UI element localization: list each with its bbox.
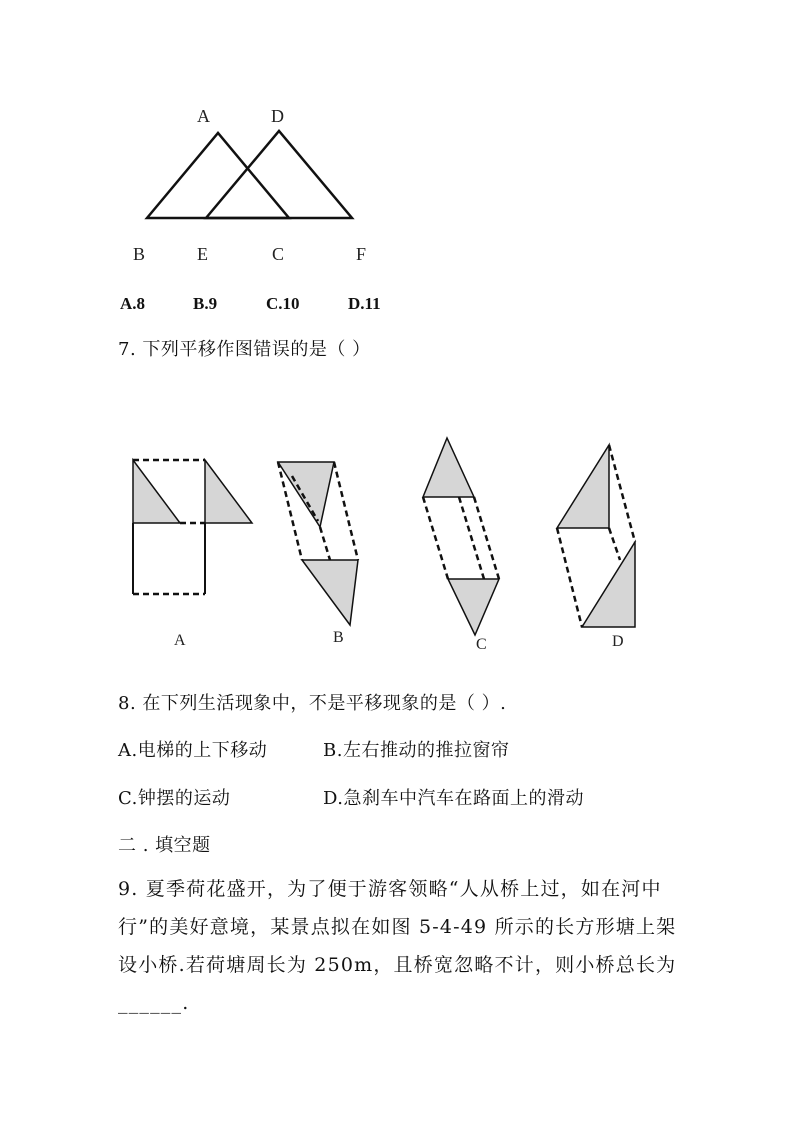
- label-d: D: [271, 106, 284, 126]
- q8-option-c: C.钟摆的运动: [118, 788, 231, 809]
- option-d-label: D: [612, 633, 624, 650]
- q6-option-a: A.8: [120, 294, 146, 313]
- question-7: 7. 下列平移作图错误的是（ ）: [118, 339, 371, 360]
- c-dash-1: [423, 497, 448, 579]
- q6-option-c: C.10: [266, 294, 300, 313]
- option-b-figure: [278, 462, 358, 625]
- label-e: E: [197, 244, 208, 264]
- question-9: 9. 夏季荷花盛开，为了便于游客领略“人从桥上过，如在河中行”的美好意境，某景点拟在如图 5-4-49 所示的长方形塘上架设小桥.若荷塘周长为 250m，且桥宽忽略不计，则小桥总长为______.: [118, 878, 677, 1014]
- option-c-figure: [423, 438, 499, 635]
- label-c: C: [272, 244, 285, 264]
- option-d-figure: [557, 445, 635, 627]
- d-dash-1: [609, 445, 635, 542]
- q6-option-b: B.9: [193, 294, 218, 313]
- question-8: 8. 在下列生活现象中，不是平移现象的是（ ）.: [118, 693, 507, 714]
- triangle-c-bottom: [448, 579, 499, 635]
- option-b-label: B: [333, 629, 344, 646]
- triangle-a-original: [133, 460, 180, 523]
- d-dash-3: [609, 528, 620, 560]
- section-heading-fill-in: 二 . 填空题: [118, 835, 211, 856]
- option-a-label: A: [174, 632, 186, 649]
- c-dash-2: [474, 497, 499, 579]
- label-f: F: [356, 244, 367, 264]
- triangle-a-moved: [205, 460, 252, 523]
- b-dash-2: [334, 462, 358, 560]
- q6-option-d: D.11: [348, 294, 381, 313]
- option-c-label: C: [476, 636, 487, 653]
- q8-option-b: B.左右推动的推拉窗帘: [323, 740, 510, 761]
- d-dash-2: [557, 528, 582, 627]
- triangle-d-bottom: [582, 542, 635, 627]
- c-dash-3: [459, 497, 484, 579]
- b-dash-3: [320, 527, 330, 560]
- triangle-d-top: [557, 445, 609, 528]
- option-a-figure: [133, 460, 252, 594]
- triangle-b-bottom: [302, 560, 358, 625]
- q8-option-a: A.电梯的上下移动: [118, 740, 268, 761]
- label-a: A: [197, 106, 210, 126]
- label-b: B: [133, 244, 146, 264]
- triangle-c-top: [423, 438, 474, 497]
- q8-option-d: D.急刹车中汽车在路面上的滑动: [323, 788, 585, 809]
